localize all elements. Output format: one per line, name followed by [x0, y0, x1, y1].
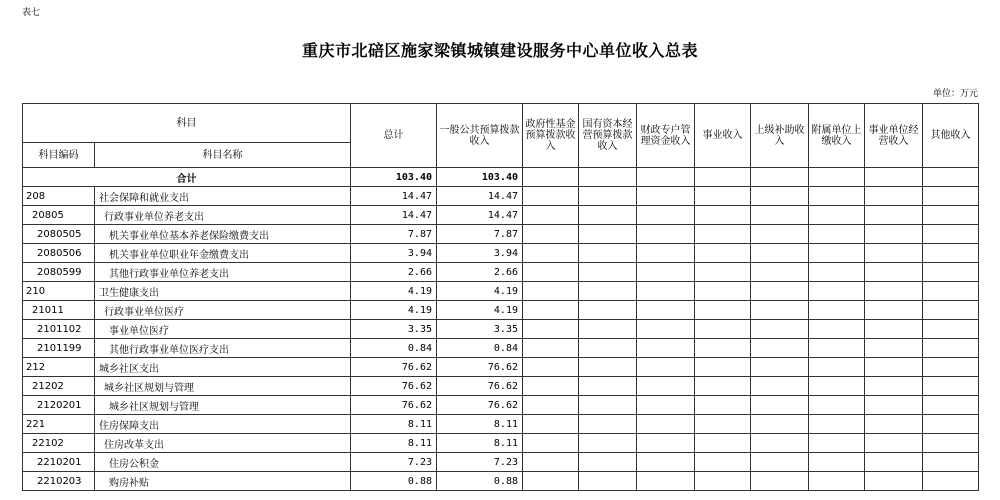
general-budget-cell: 8.11 — [437, 434, 523, 453]
table-row — [23, 206, 979, 225]
subject-code-cell: 2080505 — [23, 225, 95, 244]
empty-cell — [579, 282, 637, 301]
empty-cell — [523, 320, 579, 339]
empty-cell — [865, 358, 923, 377]
empty-cell — [809, 472, 865, 491]
empty-cell — [695, 282, 751, 301]
empty-cell — [637, 472, 695, 491]
table-row — [23, 415, 979, 434]
empty-cell — [751, 358, 809, 377]
empty-cell — [923, 358, 979, 377]
empty-cell — [523, 339, 579, 358]
empty-cell — [523, 282, 579, 301]
table-row — [23, 453, 979, 472]
general-budget-cell: 4.19 — [437, 282, 523, 301]
subject-name-cell: 机关事业单位基本养老保险缴费支出 — [95, 225, 351, 244]
total-label: 合计 — [23, 168, 351, 187]
empty-cell — [523, 244, 579, 263]
total-cell: 7.87 — [351, 225, 437, 244]
table-row — [23, 244, 979, 263]
empty-cell — [695, 187, 751, 206]
empty-cell — [579, 434, 637, 453]
header-business: 事业收入 — [695, 104, 751, 168]
empty-cell — [637, 263, 695, 282]
empty-cell — [695, 434, 751, 453]
empty-cell — [751, 396, 809, 415]
page-title: 重庆市北碚区施家梁镇城镇建设服务中心单位收入总表 — [301, 41, 698, 60]
empty-cell — [809, 377, 865, 396]
empty-cell — [695, 168, 751, 187]
subject-code-cell: 22102 — [23, 434, 95, 453]
subject-name-cell: 行政事业单位医疗 — [95, 301, 351, 320]
empty-cell — [923, 206, 979, 225]
empty-cell — [579, 396, 637, 415]
subject-code-cell: 21202 — [23, 377, 95, 396]
empty-cell — [579, 263, 637, 282]
empty-cell — [523, 453, 579, 472]
empty-cell — [751, 168, 809, 187]
header-affiliated: 附属单位上缴收入 — [809, 104, 865, 168]
empty-cell — [923, 396, 979, 415]
empty-cell — [809, 168, 865, 187]
header-gov-fund: 政府性基金预算拨款收入 — [523, 104, 579, 168]
subject-name-cell: 其他行政事业单位医疗支出 — [95, 339, 351, 358]
general-budget-cell: 0.88 — [437, 472, 523, 491]
empty-cell — [751, 263, 809, 282]
empty-cell — [751, 415, 809, 434]
general-budget-cell: 3.94 — [437, 244, 523, 263]
header-total: 总计 — [351, 104, 437, 168]
subject-name-cell: 卫生健康支出 — [95, 282, 351, 301]
empty-cell — [637, 358, 695, 377]
empty-cell — [523, 206, 579, 225]
empty-cell — [809, 396, 865, 415]
unit-label: 单位：万元 — [932, 89, 978, 99]
empty-cell — [579, 377, 637, 396]
subject-name-cell: 行政事业单位养老支出 — [95, 206, 351, 225]
empty-cell — [579, 453, 637, 472]
empty-cell — [523, 187, 579, 206]
empty-cell — [579, 168, 637, 187]
empty-cell — [751, 206, 809, 225]
empty-cell — [579, 472, 637, 491]
empty-cell — [637, 453, 695, 472]
empty-cell — [579, 339, 637, 358]
subject-name-cell: 住房保障支出 — [95, 415, 351, 434]
empty-cell — [637, 244, 695, 263]
empty-cell — [865, 168, 923, 187]
general-budget-cell: 14.47 — [437, 206, 523, 225]
total-cell: 7.23 — [351, 453, 437, 472]
empty-cell — [809, 282, 865, 301]
general-budget-cell: 76.62 — [437, 396, 523, 415]
empty-cell — [751, 434, 809, 453]
general-budget-cell: 7.87 — [437, 225, 523, 244]
empty-cell — [695, 415, 751, 434]
header-superior-subsidy: 上级补助收入 — [751, 104, 809, 168]
general-budget-cell: 4.19 — [437, 301, 523, 320]
empty-cell — [523, 358, 579, 377]
empty-cell — [923, 282, 979, 301]
total-cell: 4.19 — [351, 301, 437, 320]
total-row — [23, 168, 979, 187]
empty-cell — [865, 339, 923, 358]
total-cell: 0.84 — [351, 339, 437, 358]
subject-code-cell: 212 — [23, 358, 95, 377]
header-fiscal-special: 财政专户管理资金收入 — [637, 104, 695, 168]
empty-cell — [923, 377, 979, 396]
empty-cell — [865, 282, 923, 301]
subject-code-cell: 20805 — [23, 206, 95, 225]
empty-cell — [865, 453, 923, 472]
header-subject: 科目 — [23, 104, 351, 143]
empty-cell — [637, 187, 695, 206]
empty-cell — [809, 358, 865, 377]
table-row — [23, 263, 979, 282]
income-summary-table — [22, 103, 979, 491]
table-row — [23, 282, 979, 301]
empty-cell — [523, 434, 579, 453]
empty-cell — [923, 415, 979, 434]
empty-cell — [637, 206, 695, 225]
empty-cell — [865, 415, 923, 434]
header-general-budget: 一般公共预算拨款收入 — [437, 104, 523, 168]
empty-cell — [809, 434, 865, 453]
empty-cell — [865, 244, 923, 263]
empty-cell — [637, 320, 695, 339]
empty-cell — [809, 301, 865, 320]
empty-cell — [695, 472, 751, 491]
header-subject-name: 科目名称 — [95, 143, 351, 168]
total-cell: 3.35 — [351, 320, 437, 339]
empty-cell — [695, 453, 751, 472]
empty-cell — [865, 434, 923, 453]
total-cell: 76.62 — [351, 377, 437, 396]
empty-cell — [809, 187, 865, 206]
empty-cell — [579, 244, 637, 263]
subject-code-cell: 2080599 — [23, 263, 95, 282]
empty-cell — [923, 472, 979, 491]
empty-cell — [637, 301, 695, 320]
empty-cell — [751, 301, 809, 320]
subject-name-cell: 城乡社区支出 — [95, 358, 351, 377]
empty-cell — [637, 168, 695, 187]
subject-code-cell: 221 — [23, 415, 95, 434]
empty-cell — [865, 377, 923, 396]
subject-code-cell: 2210201 — [23, 453, 95, 472]
header-subject-code: 科目编码 — [23, 143, 95, 168]
empty-cell — [523, 301, 579, 320]
subject-name-cell: 城乡社区规划与管理 — [95, 377, 351, 396]
total-cell: 2.66 — [351, 263, 437, 282]
empty-cell — [751, 377, 809, 396]
general-budget-cell: 0.84 — [437, 339, 523, 358]
empty-cell — [637, 339, 695, 358]
empty-cell — [523, 415, 579, 434]
empty-cell — [809, 339, 865, 358]
empty-cell — [923, 263, 979, 282]
empty-cell — [579, 358, 637, 377]
empty-cell — [923, 225, 979, 244]
total-cell: 0.88 — [351, 472, 437, 491]
subject-code-cell: 21011 — [23, 301, 95, 320]
empty-cell — [751, 339, 809, 358]
total-cell: 3.94 — [351, 244, 437, 263]
empty-cell — [579, 225, 637, 244]
subject-name-cell: 事业单位医疗 — [95, 320, 351, 339]
empty-cell — [695, 396, 751, 415]
subject-name-cell: 城乡社区规划与管理 — [95, 396, 351, 415]
empty-cell — [637, 225, 695, 244]
general-budget-cell: 7.23 — [437, 453, 523, 472]
empty-cell — [637, 415, 695, 434]
total-cell: 76.62 — [351, 396, 437, 415]
empty-cell — [923, 168, 979, 187]
empty-cell — [751, 244, 809, 263]
subject-name-cell: 机关事业单位职业年金缴费支出 — [95, 244, 351, 263]
empty-cell — [751, 453, 809, 472]
empty-cell — [695, 263, 751, 282]
empty-cell — [865, 301, 923, 320]
empty-cell — [865, 206, 923, 225]
subject-code-cell: 2120201 — [23, 396, 95, 415]
subject-code-cell: 210 — [23, 282, 95, 301]
empty-cell — [695, 301, 751, 320]
empty-cell — [523, 396, 579, 415]
empty-cell — [523, 472, 579, 491]
total-cell: 8.11 — [351, 415, 437, 434]
empty-cell — [809, 244, 865, 263]
subject-code-cell: 2101102 — [23, 320, 95, 339]
empty-cell — [923, 339, 979, 358]
empty-cell — [809, 225, 865, 244]
empty-cell — [637, 282, 695, 301]
empty-cell — [523, 168, 579, 187]
table-row — [23, 225, 979, 244]
empty-cell — [751, 472, 809, 491]
table-row — [23, 301, 979, 320]
empty-cell — [695, 206, 751, 225]
subject-name-cell: 住房改革支出 — [95, 434, 351, 453]
general-budget-cell: 3.35 — [437, 320, 523, 339]
empty-cell — [637, 377, 695, 396]
empty-cell — [865, 263, 923, 282]
empty-cell — [865, 472, 923, 491]
general-budget-cell: 76.62 — [437, 358, 523, 377]
empty-cell — [637, 434, 695, 453]
empty-cell — [523, 225, 579, 244]
header-operating: 事业单位经营收入 — [865, 104, 923, 168]
empty-cell — [579, 206, 637, 225]
subject-code-cell: 2080506 — [23, 244, 95, 263]
empty-cell — [695, 358, 751, 377]
empty-cell — [695, 320, 751, 339]
table-number-tag: 表七 — [22, 8, 41, 18]
table-row — [23, 396, 979, 415]
table-row — [23, 187, 979, 206]
total-cell: 14.47 — [351, 206, 437, 225]
empty-cell — [809, 206, 865, 225]
empty-cell — [865, 225, 923, 244]
empty-cell — [579, 415, 637, 434]
empty-cell — [809, 320, 865, 339]
empty-cell — [865, 320, 923, 339]
table-row — [23, 339, 979, 358]
subject-name-cell: 购房补贴 — [95, 472, 351, 491]
empty-cell — [751, 187, 809, 206]
table-row — [23, 472, 979, 491]
table-row — [23, 377, 979, 396]
total-cell: 14.47 — [351, 187, 437, 206]
empty-cell — [923, 320, 979, 339]
general-budget-cell: 14.47 — [437, 187, 523, 206]
empty-cell — [695, 225, 751, 244]
header-other: 其他收入 — [923, 104, 979, 168]
empty-cell — [865, 396, 923, 415]
empty-cell — [695, 244, 751, 263]
empty-cell — [923, 187, 979, 206]
subject-name-cell: 住房公积金 — [95, 453, 351, 472]
empty-cell — [809, 263, 865, 282]
total-cell: 4.19 — [351, 282, 437, 301]
table-row — [23, 320, 979, 339]
general-budget-cell: 8.11 — [437, 415, 523, 434]
subject-code-cell: 208 — [23, 187, 95, 206]
empty-cell — [695, 377, 751, 396]
empty-cell — [923, 244, 979, 263]
subject-name-cell: 其他行政事业单位养老支出 — [95, 263, 351, 282]
subject-code-cell: 2210203 — [23, 472, 95, 491]
empty-cell — [923, 434, 979, 453]
empty-cell — [579, 320, 637, 339]
table-row — [23, 434, 979, 453]
empty-cell — [637, 396, 695, 415]
subject-code-cell: 2101199 — [23, 339, 95, 358]
empty-cell — [579, 187, 637, 206]
total-general-budget: 103.40 — [437, 168, 523, 187]
empty-cell — [809, 453, 865, 472]
empty-cell — [523, 263, 579, 282]
header-state-capital: 国有资本经营预算拨款收入 — [579, 104, 637, 168]
empty-cell — [579, 301, 637, 320]
empty-cell — [865, 187, 923, 206]
empty-cell — [523, 377, 579, 396]
empty-cell — [751, 282, 809, 301]
general-budget-cell: 2.66 — [437, 263, 523, 282]
total-cell: 76.62 — [351, 358, 437, 377]
empty-cell — [809, 415, 865, 434]
total-amount: 103.40 — [351, 168, 437, 187]
empty-cell — [751, 225, 809, 244]
table-row — [23, 358, 979, 377]
subject-name-cell: 社会保障和就业支出 — [95, 187, 351, 206]
empty-cell — [923, 301, 979, 320]
empty-cell — [751, 320, 809, 339]
general-budget-cell: 76.62 — [437, 377, 523, 396]
total-cell: 8.11 — [351, 434, 437, 453]
empty-cell — [695, 339, 751, 358]
empty-cell — [923, 453, 979, 472]
